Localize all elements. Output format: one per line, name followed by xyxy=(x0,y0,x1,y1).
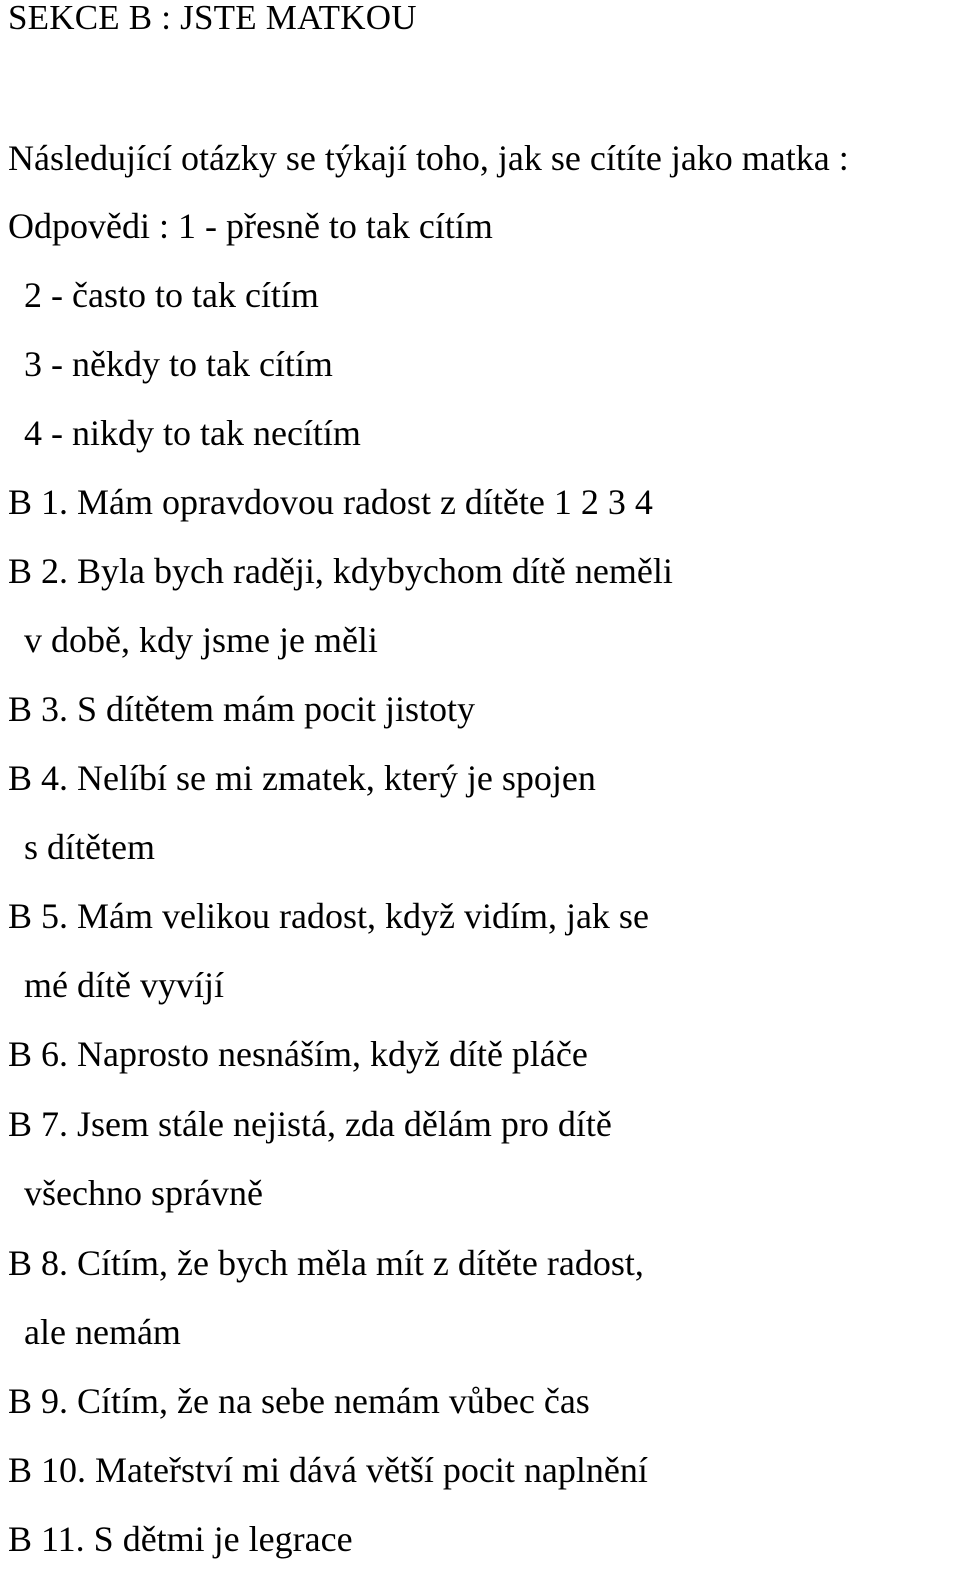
question-b1: B 1. Mám opravdovou radost z dítěte 1 2 3 4 xyxy=(8,482,653,522)
answer-option-3: 3 - někdy to tak cítím xyxy=(24,344,333,384)
question-b4-continuation: s dítětem xyxy=(24,827,155,867)
question-b4: B 4. Nelíbí se mi zmatek, který je spojen xyxy=(8,758,596,798)
question-b7-continuation: všechno správně xyxy=(24,1173,263,1213)
answer-scale-label: Odpovědi : 1 - přesně to tak cítím xyxy=(8,206,493,246)
intro-text: Následující otázky se týkají toho, jak se cítíte jako matka : xyxy=(8,138,849,178)
answer-option-4: 4 - nikdy to tak necítím xyxy=(24,413,361,453)
question-b2-continuation: v době, kdy jsme je měli xyxy=(24,620,378,660)
section-title: SEKCE B : JSTE MATKOU xyxy=(8,0,417,37)
question-b3: B 3. S dítětem mám pocit jistoty xyxy=(8,689,475,729)
question-b7: B 7. Jsem stále nejistá, zda dělám pro dítě xyxy=(8,1104,612,1144)
question-b10: B 10. Mateřství mi dává větší pocit naplnění xyxy=(8,1450,648,1490)
question-b8-continuation: ale nemám xyxy=(24,1312,181,1352)
question-b5: B 5. Mám velikou radost, když vidím, jak se xyxy=(8,896,649,936)
question-b11: B 11. S dětmi je legrace xyxy=(8,1519,353,1559)
answer-option-2: 2 - často to tak cítím xyxy=(24,275,319,315)
question-b9: B 9. Cítím, že na sebe nemám vůbec čas xyxy=(8,1381,590,1421)
question-b5-continuation: mé dítě vyvíjí xyxy=(24,965,224,1005)
question-b8: B 8. Cítím, že bych měla mít z dítěte radost, xyxy=(8,1243,644,1283)
question-b2: B 2. Byla bych raději, kdybychom dítě neměli xyxy=(8,551,673,591)
question-b6: B 6. Naprosto nesnáším, když dítě pláče xyxy=(8,1034,588,1074)
